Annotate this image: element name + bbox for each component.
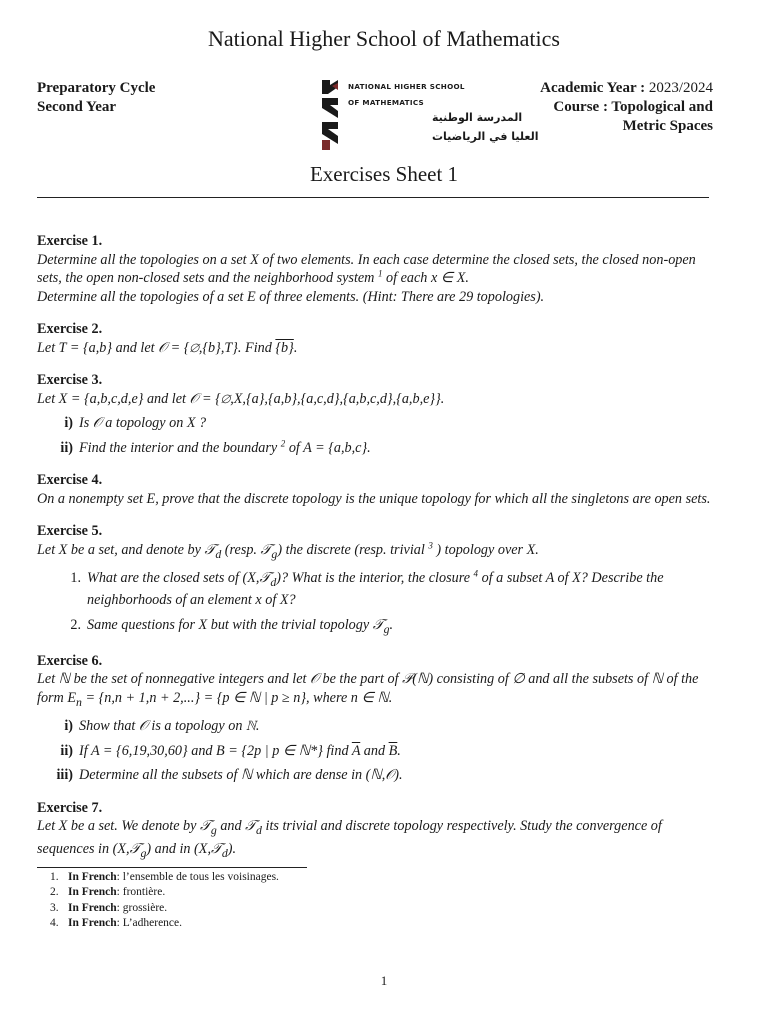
exercise-text: Let ℕ be the set of nonnegative integers and let 𝒪 be the part of 𝒫(ℕ) consisting of ∅ and all the subsets of ℕ of the form $E_n = \{n,n + 1,n + 2,...\} = \{p$ ∈ ℕ | p ≥ n}, where n ∈ ℕ.	[37, 671, 699, 709]
nhsm-logo-mark	[318, 78, 539, 154]
footnote: 3. In French : grossière.	[50, 901, 168, 914]
logo-arabic-2: العليا في الرياضيات	[432, 130, 539, 143]
exercise-3	[37, 371, 713, 457]
school-title: National Higher School of Mathematics	[208, 26, 560, 51]
list-item: i) Is 𝒪 a topology on X ?	[64, 415, 207, 431]
course-line-1: Course : Topological and	[553, 99, 713, 115]
logo-latin-1: NATIONAL HIGHER SCHOOL	[348, 82, 465, 91]
exercise-title: Exercise 2.	[37, 321, 103, 337]
header-right	[540, 79, 713, 136]
list-item: ii) If A = {6,19,30,60} and B = {2p | p ∈ ℕ*} find $\overline{A}$ and $\overline{B}$.	[60, 742, 401, 759]
exercise-text: Let X = {a,b,c,d,e} and let 𝒪 = {∅,X,{a},{a,b},{a,c,d},{a,b,c,d},{a,b,e}}.	[37, 390, 445, 407]
exercise-text: Let T = {a,b} and let 𝒪 = {∅,{b},T}. Find {b}.	[37, 339, 298, 356]
list-item: i) Show that 𝒪 is a topology on ℕ.	[64, 718, 260, 735]
exercise-title: Exercise 3.	[37, 372, 103, 388]
list-item: 1. What are the closed sets of (X,𝒯$_d$)? What is the interior, the closure $^4$ of a subset A of X? Describe the neighborhoods of an element x of X?	[70, 568, 664, 609]
exercise-5	[37, 522, 713, 638]
exercise-body	[37, 232, 713, 876]
exercise-6	[37, 652, 713, 785]
exercise-text: Determine all the topologies on a set X of two elements. In each case determine the closed sets, the closed non-open sets, the open non-closed sets and the neighborhood system $^1$ of each x ∈ X.	[37, 251, 696, 286]
exercise-text: Let X be a set. We denote by 𝒯$_g$ and 𝒯$_d$ its trivial and discrete topology respectively. Study the convergence of sequences in (X,𝒯$_g$) and in (X,𝒯$_d$).	[37, 818, 662, 860]
list-item: ii) Find the interior and the boundary $^2$ of A = {a,b,c}.	[60, 437, 371, 456]
footnote: 4. In French : L’adherence.	[50, 916, 183, 929]
course-line-2: Metric Spaces	[622, 118, 713, 134]
exercise-text: On a nonempty set E, prove that the discrete topology is the unique topology for which all the singletons are open sets.	[37, 490, 711, 507]
list-item: iii) Determine all the subsets of ℕ which are dense in (ℕ,𝒪).	[56, 767, 403, 784]
closure-notation: {b}	[275, 339, 294, 356]
header-divider	[37, 197, 709, 198]
exercise-title: Exercise 6.	[37, 652, 103, 669]
footnote-divider	[37, 867, 307, 868]
exercise-title: Exercise 4.	[37, 472, 103, 488]
exercise-2	[37, 320, 713, 357]
footnotes	[50, 870, 279, 931]
exercise-text: Determine all the topologies of a set E of three elements. (Hint: There are 29 topologies).	[37, 288, 545, 305]
exercise-title: Exercise 7.	[37, 799, 103, 816]
footnote-ref: 4	[473, 568, 479, 579]
year-label: Second Year	[37, 99, 117, 115]
list-item: 2. Same questions for X but with the trivial topology 𝒯$_g$.	[70, 616, 394, 636]
exercise-text: Let X be a set, and denote by 𝒯$_d$ (resp. 𝒯$_g$) the discrete (resp. trivial $^3$ ) topology over X.	[37, 539, 539, 561]
logo-latin-2: OF MATHEMATICS	[348, 98, 425, 107]
exercise-7	[37, 799, 713, 862]
header-left	[37, 79, 155, 117]
cycle-label: Preparatory Cycle	[37, 80, 156, 96]
logo-symbol	[322, 80, 338, 150]
footnote: 1. In French : l’ensemble de tous les voisinages.	[50, 871, 279, 883]
exercise-1	[37, 232, 713, 306]
exercise-4	[37, 471, 713, 508]
footnote-ref: 1	[377, 268, 383, 279]
sheet-title: Exercises Sheet 1	[309, 162, 459, 186]
page-number: 1	[380, 973, 388, 988]
exercise-title: Exercise 5.	[37, 523, 103, 539]
academic-year: Academic Year : 2023/2024	[540, 80, 713, 96]
logo-arabic-1: المدرسة الوطنية	[432, 111, 523, 124]
exercise-title: Exercise 1.	[37, 233, 103, 249]
footnote-ref: 3	[428, 539, 433, 550]
footnote: 2. In French : frontière.	[50, 886, 166, 899]
footnote-ref: 2	[280, 437, 286, 448]
